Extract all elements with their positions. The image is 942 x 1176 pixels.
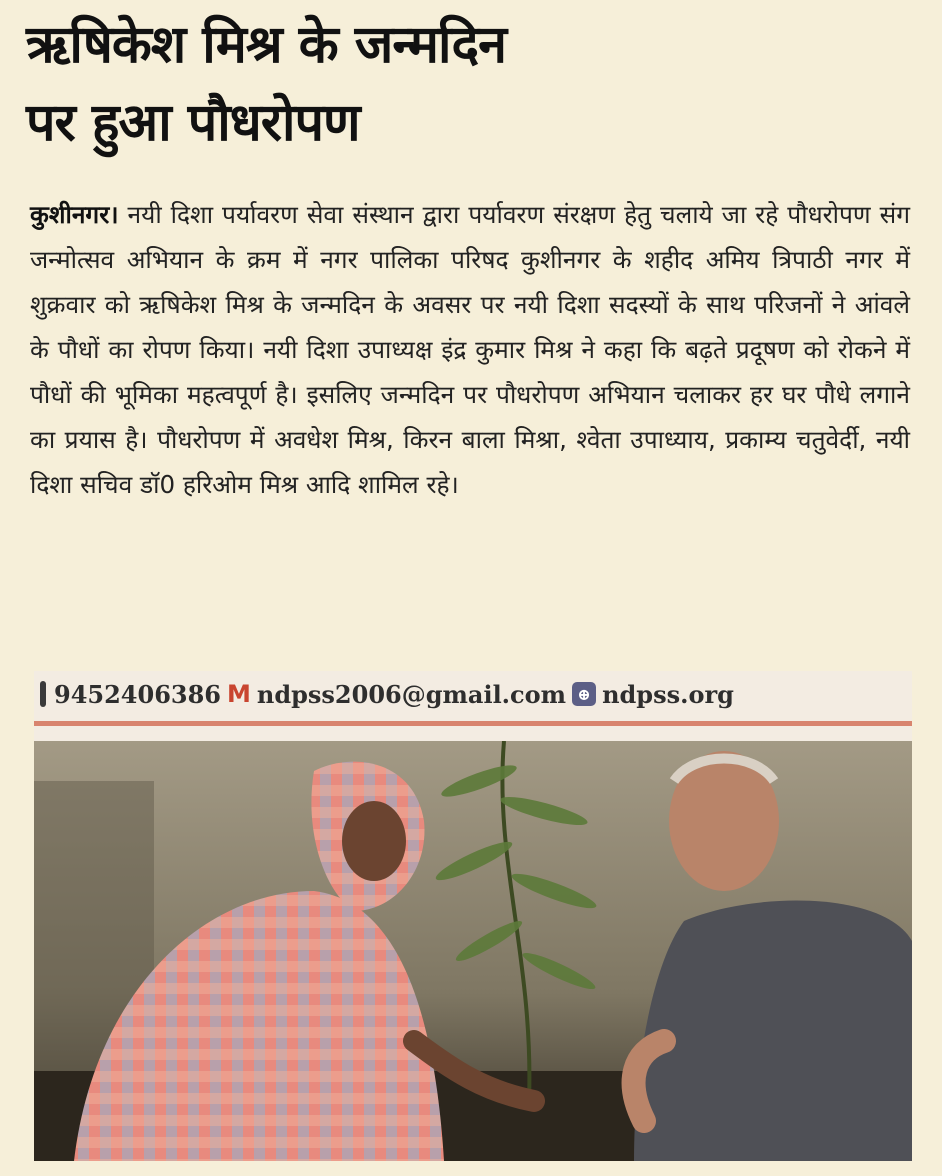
mail-icon: M xyxy=(227,680,251,708)
photo-banner xyxy=(34,671,912,741)
banner-phone: 9452406386 xyxy=(54,679,221,709)
headline-line-1: ऋषिकेश मिश्र के जन्मदिन xyxy=(26,15,506,75)
dateline: कुशीनगर। xyxy=(30,200,119,229)
headline xyxy=(26,6,916,162)
article-text: नयी दिशा पर्यावरण सेवा संस्थान द्वारा पर्यावरण संरक्षण हेतु चलाये जा रहे पौधरोपण संग जन्मोत्सव अभियान के क्रम में नगर पालिका परिषद कुशीनगर के शहीद अमिय त्रिपाठी नगर में शुक्रवार को ऋषिकेश मिश्र के जन्मदिन के अवसर पर नयी दिशा सदस्यों के साथ परिजनों ने आंवले के पौधों का रोपण किया। नयी दिशा उपाध्यक्ष इंद्र कुमार मिश्र ने कहा कि बढ़ते प्रदूषण को रोकने में पौधों की भूमिका महत्वपूर्ण है। इसलिए जन्मदिन पर पौधरोपण अभियान चलाकर हर घर पौधे लगाने का प्रयास है। पौधरोपण में अवधेश मिश्र, किरन बाला मिश्रा, श्वेता उपाध्याय, प्रकाम्य चतुवेर्दी, नयी दिशा सचिव डॉ0 हरिओम मिश्र आदि शामिल रहे। xyxy=(30,200,910,499)
event-photo xyxy=(34,671,912,1161)
banner-contacts xyxy=(40,677,734,711)
headline-line-2: पर हुआ पौधरोपण xyxy=(26,93,360,153)
article-body xyxy=(30,192,910,507)
banner-stripe xyxy=(34,721,912,726)
banner-website: ndpss.org xyxy=(602,679,734,709)
phone-icon xyxy=(40,681,46,707)
banner-email: ndpss2006@gmail.com xyxy=(256,679,567,709)
planting-scene xyxy=(34,741,912,1161)
globe-icon: ⊕ xyxy=(572,682,596,706)
